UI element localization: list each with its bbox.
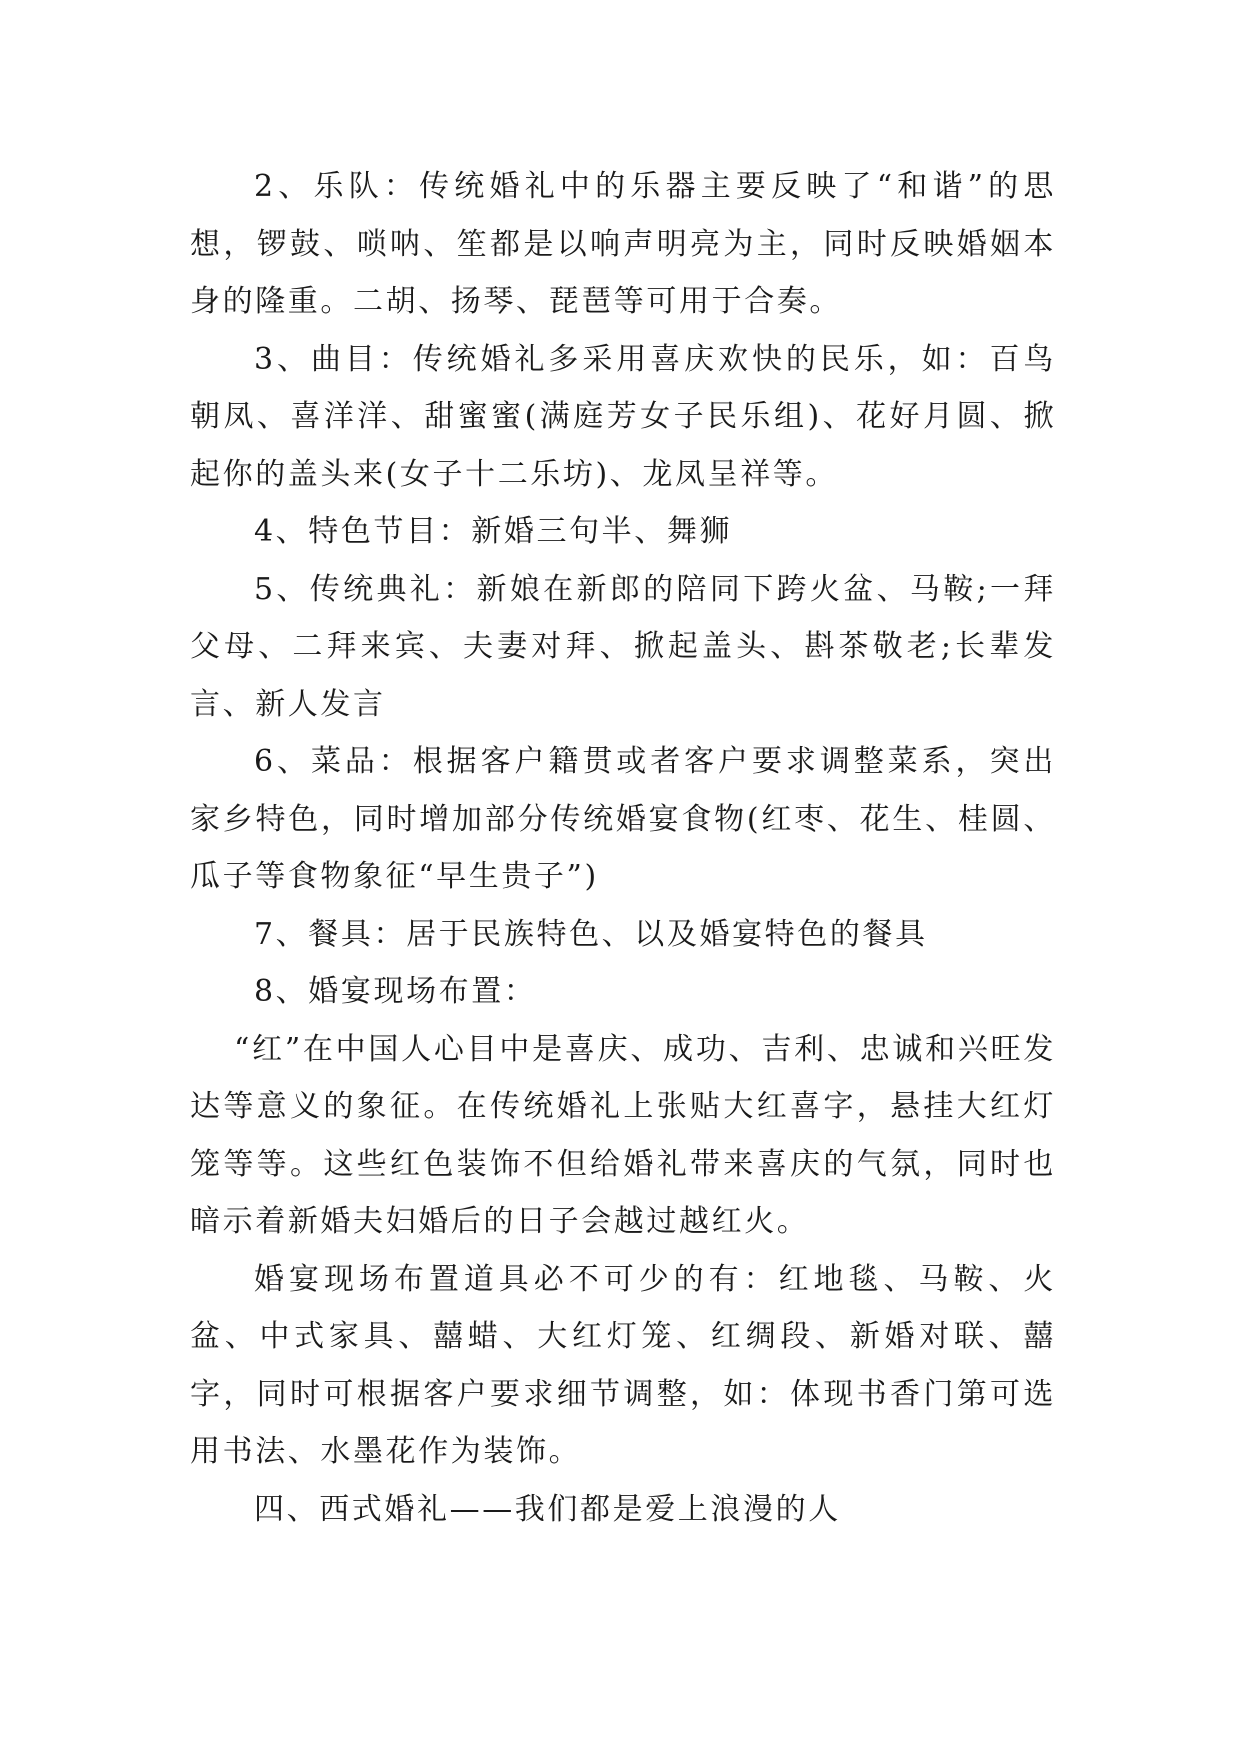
paragraph-venue-heading: 8、婚宴现场布置： [254, 974, 537, 1009]
section-heading-western-wedding: 四、西式婚礼——我们都是爱上浪漫的人 [254, 1491, 841, 1527]
paragraph-red-meaning: “红”在中国人心目中是喜庆、成功、吉利、忠诚和兴旺发达等意义的象征。在传统婚礼上张贴大红喜字，悬挂大红灯笼等等。这些红色装饰不但给婚礼带来喜庆的气氛，同时也暗示着新婚夫妇婚后的日子会越过越红火。 [190, 1031, 1056, 1239]
paragraph-special-programs: 4、特色节目：新婚三句半、舞狮 [254, 514, 733, 549]
paragraph-repertoire: 3、曲目：传统婚礼多采用喜庆欢快的民乐，如：百鸟朝凤、喜洋洋、甜蜜蜜(满庭芳女子民乐组)、花好月圆、掀起你的盖头来(女子十二乐坊)、龙凤呈祥等。 [190, 341, 1056, 492]
document-body [190, 158, 1056, 1538]
paragraph-band: 2、乐队：传统婚礼中的乐器主要反映了“和谐”的思想，锣鼓、唢呐、笙都是以响声明亮为主，同时反映婚姻本身的隆重。二胡、扬琴、琵琶等可用于合奏。 [190, 169, 1056, 319]
paragraph-venue-props: 婚宴现场布置道具必不可少的有：红地毯、马鞍、火盆、中式家具、囍蜡、大红灯笼、红绸段、新婚对联、囍字，同时可根据客户要求细节调整，如：体现书香门第可选用书法、水墨花作为装饰。 [190, 1261, 1056, 1469]
paragraph-dishes: 6、菜品：根据客户籍贯或者客户要求调整菜系，突出家乡特色，同时增加部分传统婚宴食物(红枣、花生、桂圆、瓜子等食物象征“早生贵子”) [190, 744, 1056, 894]
paragraph-ceremony: 5、传统典礼：新娘在新郎的陪同下跨火盆、马鞍;一拜父母、二拜来宾、夫妻对拜、掀起盖头、斟茶敬老;长辈发言、新人发言 [190, 571, 1056, 722]
paragraph-tableware: 7、餐具：居于民族特色、以及婚宴特色的餐具 [254, 916, 928, 952]
